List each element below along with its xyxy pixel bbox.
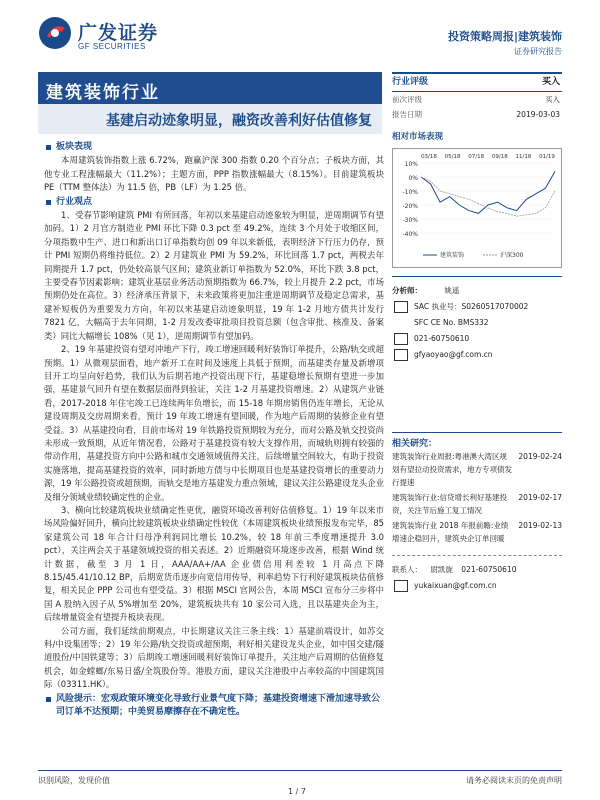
footer-disclaimer: 请务必阅读末页的免责声明 bbox=[466, 776, 562, 785]
paragraph-performance: 本周建筑装饰指数上涨 6.72%，跑赢沪深 300 指数 0.20 个百分点；子板块方面，其他专业工程涨幅最大（11.2%）；主题方面，PPP 指数涨幅最大（8.15%）。目前建筑板块 PE（TTM 整体法）为 11.5 倍，PB（LF）为 1.25 倍。 bbox=[44, 155, 384, 193]
contact-block bbox=[392, 555, 562, 594]
logo-text-cn: 广发证券 bbox=[78, 22, 159, 44]
x-tick-label: 03/18 bbox=[421, 154, 437, 160]
phone-row bbox=[392, 331, 562, 347]
report-date-value: 2019-03-03 bbox=[516, 110, 560, 119]
y-tick-label: 0% bbox=[408, 175, 418, 182]
contact-email-row bbox=[392, 578, 562, 594]
email-icon bbox=[394, 349, 408, 361]
main-column bbox=[44, 140, 384, 719]
y-tick-label: 10% bbox=[404, 161, 418, 168]
rating-label: 行业评级 bbox=[392, 77, 429, 87]
y-tick-label: -30% bbox=[402, 217, 418, 224]
id-card-icon bbox=[394, 301, 408, 313]
logo-text-en: GF SECURITIES bbox=[78, 42, 146, 51]
page-number: 1 / 7 bbox=[288, 787, 306, 796]
paragraph-view-1: 1、受春节影响建筑 PMI 有所回落，年初以来基建启动迹象较为明显，逆周期调节有望加码。1）2 月官方制造业 PMI 环比下降 0.3 pct 至 49.2%，连续 3 个月处于收缩区间，分项指数中生产、进口和新出口订单指数均创 09 年以来新低，表明经济下行压力仍存，预计 PMI 短期仍将维持低位。2）2 月建筑业 PMI 为 59.2%，环比回落 1.7 pct，两税去年同期提升 1.7 pct，仍处较高景气区间；建筑业新订单指数为 52.0%，环比下跌 3.8 pct，主要受春节因素影响；建筑业基层业务活动预期指数为 66.7%，较上月提升 2.2 pct，市场预期仍处在高位。3）经济承压背景下，未来政策将更加注重逆周期调节及稳定总需求，基建补短板仍为重要发力方向，年初以来基建启动迹象明显，19 年 1-2 月地方债共计发行 7821 亿，大幅高于去年同期，1-2 月发改委审批项目投资总额（包含审批、核准及、备案类）同比大幅增长 108%（见 1），逆周期调节有望加码。 bbox=[44, 210, 384, 341]
relative-performance-chart bbox=[392, 148, 562, 268]
report-type: 投资策略周报|建筑装饰 bbox=[447, 30, 562, 43]
y-tick-label: -40% bbox=[402, 231, 418, 238]
email-row bbox=[392, 347, 562, 363]
related-date: 2019-02-17 bbox=[518, 493, 562, 502]
sfc-row bbox=[392, 315, 562, 331]
email-icon bbox=[394, 580, 408, 592]
industry-title: 建筑装饰行业 bbox=[46, 83, 160, 103]
sac-row bbox=[392, 299, 562, 315]
analyst-name: 姚遥 bbox=[444, 286, 460, 295]
related-title: 建筑装饰行业:信贷增长利好基建投资，关注节后施工复工情况 bbox=[392, 493, 508, 515]
analyst-phone: 021-60750610 bbox=[414, 334, 470, 343]
y-tick-label: -20% bbox=[402, 203, 418, 210]
report-date-row bbox=[392, 107, 562, 122]
contact-phone: 021-60750610 bbox=[461, 565, 517, 574]
company-logo bbox=[38, 16, 178, 60]
report-subtype: 证券研究报告 bbox=[514, 47, 562, 56]
analyst-email: gfyaoyao@gf.com.cn bbox=[414, 350, 493, 359]
related-item[interactable] bbox=[392, 519, 562, 545]
contact-row bbox=[392, 562, 562, 578]
related-research-list bbox=[392, 450, 562, 545]
contact-name: 尉凯旋 bbox=[430, 565, 453, 574]
x-tick-label: 11/18 bbox=[515, 154, 532, 160]
report-headline: 基建启动迹象明显，融资改善利好估值修复 bbox=[106, 113, 372, 129]
gf-logo-icon bbox=[38, 16, 72, 50]
section-market-performance: 板块表现 bbox=[44, 141, 384, 154]
y-tick-label: -10% bbox=[402, 189, 418, 196]
related-title: 建筑装饰行业周报:粤港澳大湾区规划有望拉动投资需求，地方专项债发行提速 bbox=[392, 452, 512, 487]
analyst-label: 分析师： bbox=[392, 286, 422, 295]
page-header bbox=[0, 0, 600, 66]
series-line bbox=[421, 171, 555, 213]
x-tick-label: 01/19 bbox=[539, 154, 555, 160]
chart-svg bbox=[393, 149, 561, 267]
footer-slogan: 识别风险，发现价值 bbox=[38, 776, 110, 785]
phone-icon bbox=[394, 333, 408, 345]
contact-email: yukaixuan@gf.com.cn bbox=[414, 581, 497, 590]
page-footer bbox=[38, 770, 562, 794]
series-line bbox=[421, 177, 555, 216]
related-date: 2019-02-13 bbox=[518, 521, 562, 530]
sac-number: SAC 执业号：S0260517070002 bbox=[414, 302, 529, 311]
contact-label: 联系人： bbox=[392, 565, 422, 574]
related-title: 建筑装饰行业 2018 年报前瞻:业绩增速企稳回升，建筑央企订单回暖 bbox=[392, 521, 509, 543]
chart-title: 相对市场表现 bbox=[392, 132, 444, 142]
analyst-block bbox=[392, 276, 562, 426]
x-tick-label: 05/18 bbox=[444, 154, 461, 160]
prev-rating-label: 前次评级 bbox=[392, 95, 422, 104]
sfc-number: SFC CE No. BMS332 bbox=[414, 318, 489, 327]
rating-value: 买入 bbox=[541, 77, 560, 87]
prev-rating-row bbox=[392, 92, 562, 107]
sidebar bbox=[392, 72, 562, 594]
paragraph-view-2: 2、19 年基建投资有望对冲地产下行，竣工增速回暖利好装饰订单提升，公路/轨交或超预期。1）从微观层面看，地产新开工在时间及速度上具低于预期，而基建类存量及新增项目开工均呈向好趋势，我们认为后期若地产投资出现下行，基建稳增长预期有望进一步加强，基建景气回升有望在数据层面得到验证，关注 1-2 月基建投资增速。2）从建筑产业链看，2017-2018 年住宅竣工已连续两年负增长，而 15-18 年期房销售仍连年增长，无论从建设周期及交房周期来看，预计 19 年竣工增速有望回暖，作为地产后周期的装修企业有望受益。3）从基建投向看，目前市场对 19 年铁路投资预期较为充分，而对公路及轨交投资尚未形成一致预期，从近年情况看，公路对于基建投资有较大支撑作用，而城轨则拥有较强的带动作用，基建投资方向中公路和城市交通领域值得关注，后续增量空间较大，有助于投资实施落地，提高基建投资的效率，同时新地方债与中长期项目也是基建投资增长的重要动力源，19 年公路投资或超预期，而轨交是地方基建发力重点领域，建议关注公路建设龙头企业及细分领域业绩较确定性的企业。 bbox=[44, 344, 384, 502]
report-date-label: 报告日期 bbox=[392, 110, 422, 119]
paragraph-company: 公司方面，我们延续前期观点，中长期建议关注三条主线：1）基建前端设计，如苏交科/中设集团等；2）19 年公路/轨交投资或超预期，利好相关建设龙头企业，如中国交建/隧道股份/中国铁建等；3）后期竣工增速回暖利好装饰订单提升，关注地产后周期的估值修复机会，如金螳螂/东易日盛/全筑股份等。港股方面，建议关注港股中占率较高的中国建筑国际（03311.HK）。 bbox=[44, 625, 384, 690]
legend-label: 沪深300 bbox=[500, 252, 524, 259]
subtitle-bar bbox=[38, 104, 382, 134]
risk-warning: 风险提示：宏观政策环境变化导致行业景气度下降；基建投资增速下滑加速导致公司订单不达预期；中美贸易摩擦存在不确定性。 bbox=[44, 693, 384, 720]
analyst-row bbox=[392, 283, 562, 299]
x-tick-label: 07/18 bbox=[468, 154, 485, 160]
paragraph-view-3: 3、横向比较建筑板块业绩确定性更优，融资环境改善利好估值修复。1）19 年以来市场风险偏好回升，横向比较建筑板块业绩确定性较优（本周建筑板块业绩预报发布完毕，85 家建筑公司 18 年合计归母净利润同比增长 10.2%，较 18 年前三季度增速提升 3.0 pct），关注两会关于基建领域投资的相关表述。2）近期融资环境逐步改善，根据 Wind 统计数据，截至 3 月 1 日，AAA/AA+/AA 企业债信用利差较 1 月高点下降 8.15/45.41/10.12 BP，后期宽货币逐步向宽信用传导，利率趋势下行利好建筑板块估值修复，相关民企 PPP 公司也有望受益。3）根据 MSCI 官网公告，本周 MSCI 宣布分三步将中国 A 股纳入因子从 5%增加至 20%，建筑板块共有 10 家公司入选，且以基建央企为主，后续增量资金有望提升板块表现。 bbox=[44, 504, 384, 623]
legend-label: 建筑装饰 bbox=[440, 252, 465, 259]
x-tick-label: 09/18 bbox=[491, 154, 508, 160]
related-item[interactable] bbox=[392, 450, 562, 489]
prev-rating-value: 买入 bbox=[545, 95, 560, 104]
related-item[interactable] bbox=[392, 491, 562, 517]
related-date: 2019-02-24 bbox=[518, 452, 562, 461]
section-industry-view: 行业观点 bbox=[44, 196, 384, 209]
rating-header bbox=[392, 72, 562, 92]
related-research-header: 相关研究： bbox=[392, 432, 562, 448]
